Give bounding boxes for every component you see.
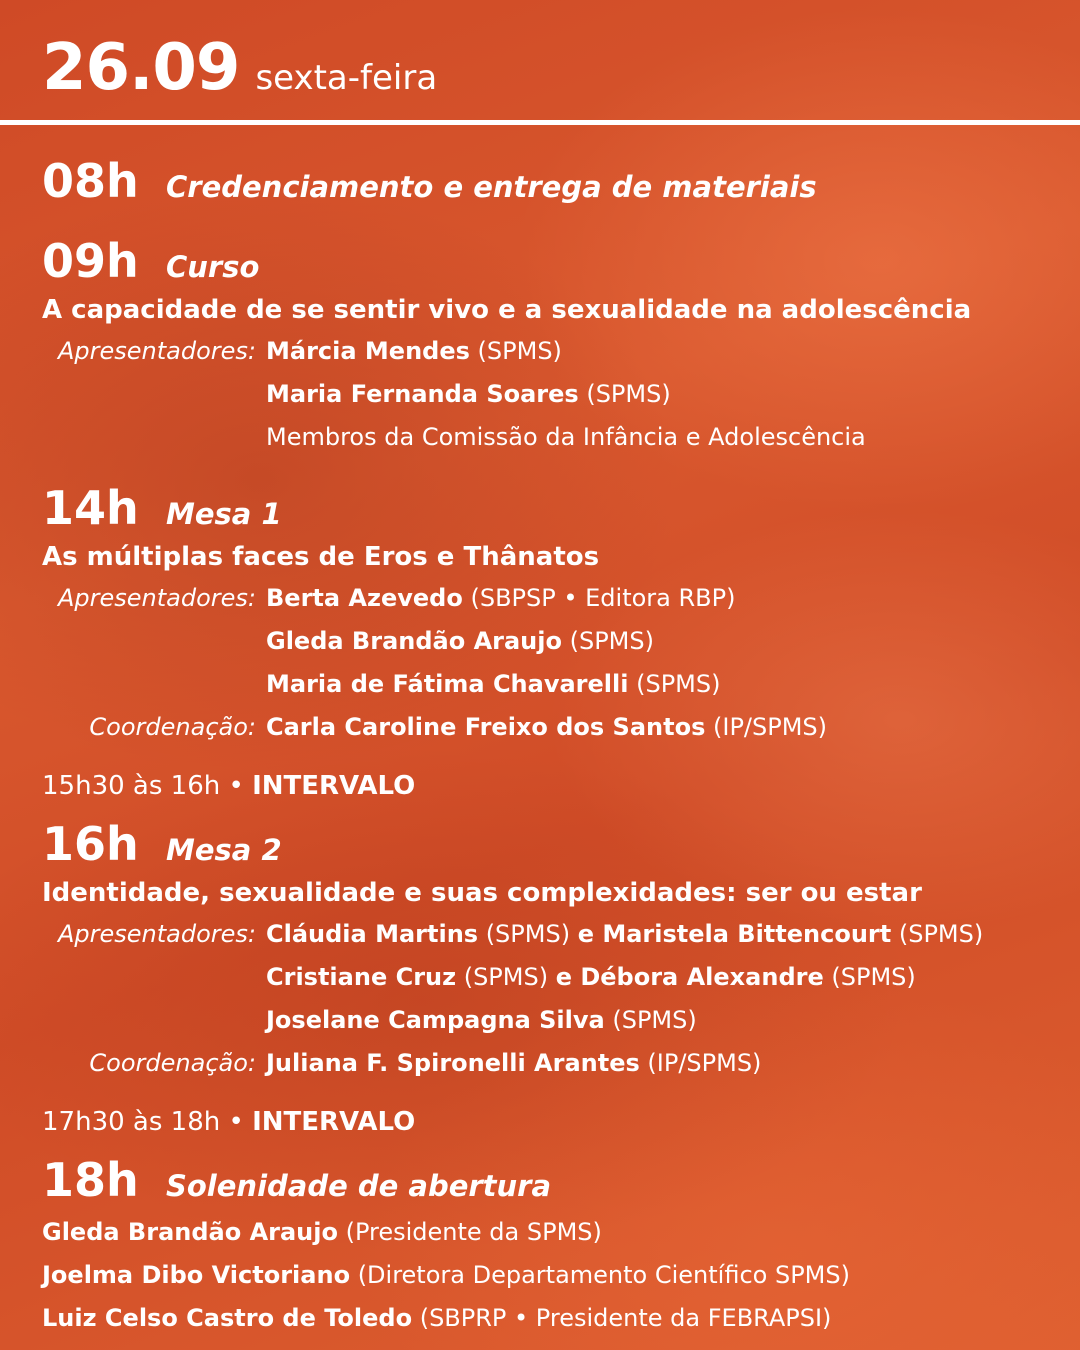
session-label: Curso xyxy=(166,250,260,284)
opening-person: Joelma Dibo Victoriano (Diretora Departamento Científico SPMS) xyxy=(42,1261,850,1289)
presenter: Joselane Campagna Silva (SPMS) xyxy=(266,1006,697,1034)
presenters-list xyxy=(42,330,1052,459)
session-label: Solenidade de abertura xyxy=(166,1169,552,1203)
presenters-label: Apresentadores: xyxy=(57,337,256,365)
session-label: Mesa 1 xyxy=(166,497,282,531)
presenter: Cristiane Cruz (SPMS) e Débora Alexandre (SPMS) xyxy=(266,963,916,991)
interval-1: 15h30 às 16h • INTERVALO xyxy=(42,771,416,801)
session-title: As múltiplas faces de Eros e Thânatos xyxy=(42,542,600,572)
coordination-label: Coordenação: xyxy=(89,713,256,741)
session-time: 18h xyxy=(42,1153,139,1207)
session-title: Identidade, sexualidade e suas complexidades: ser ou estar xyxy=(42,878,922,908)
session-18h xyxy=(42,1149,1052,1211)
session-label: Mesa 2 xyxy=(166,833,282,867)
opening-person: Gleda Brandão Araujo (Presidente da SPMS) xyxy=(42,1218,602,1246)
session-time: 16h xyxy=(42,817,139,871)
session-time: 08h xyxy=(42,154,139,208)
header-divider xyxy=(0,120,1080,125)
presenters-label: Apresentadores: xyxy=(57,920,256,948)
presenter: Membros da Comissão da Infância e Adolescência xyxy=(266,423,866,451)
weekday: sexta-feira xyxy=(255,58,438,98)
coordinator: Juliana F. Spironelli Arantes (IP/SPMS) xyxy=(266,1049,762,1077)
date-header xyxy=(42,28,437,108)
presenter: Gleda Brandão Araujo (SPMS) xyxy=(266,627,654,655)
session-09h xyxy=(42,230,1052,292)
presenter: Cláudia Martins (SPMS) e Maristela Bittencourt (SPMS) xyxy=(266,920,984,948)
presenter: Maria de Fátima Chavarelli (SPMS) xyxy=(266,670,721,698)
session-label: Credenciamento e entrega de materiais xyxy=(166,170,817,204)
schedule-content xyxy=(42,150,1052,1340)
presenters-list xyxy=(42,913,1052,1085)
interval-2: 17h30 às 18h • INTERVALO xyxy=(42,1107,416,1137)
coordinator: Carla Caroline Freixo dos Santos (IP/SPMS) xyxy=(266,713,828,741)
presenter: Maria Fernanda Soares (SPMS) xyxy=(266,380,671,408)
presenter: Berta Azevedo (SBPSP • Editora RBP) xyxy=(266,584,736,612)
coordination-label: Coordenação: xyxy=(89,1049,256,1077)
session-14h xyxy=(42,477,1052,539)
session-title: A capacidade de se sentir vivo e a sexualidade na adolescência xyxy=(42,295,972,325)
session-time: 14h xyxy=(42,481,139,535)
presenters-label: Apresentadores: xyxy=(57,584,256,612)
session-08h xyxy=(42,150,1052,212)
session-16h xyxy=(42,813,1052,875)
presenter: Márcia Mendes (SPMS) xyxy=(266,337,562,365)
presenters-list xyxy=(42,577,1052,749)
opening-person: Luiz Celso Castro de Toledo (SBPRP • Presidente da FEBRAPSI) xyxy=(42,1304,832,1332)
date: 26.09 xyxy=(42,31,240,105)
session-time: 09h xyxy=(42,234,139,288)
